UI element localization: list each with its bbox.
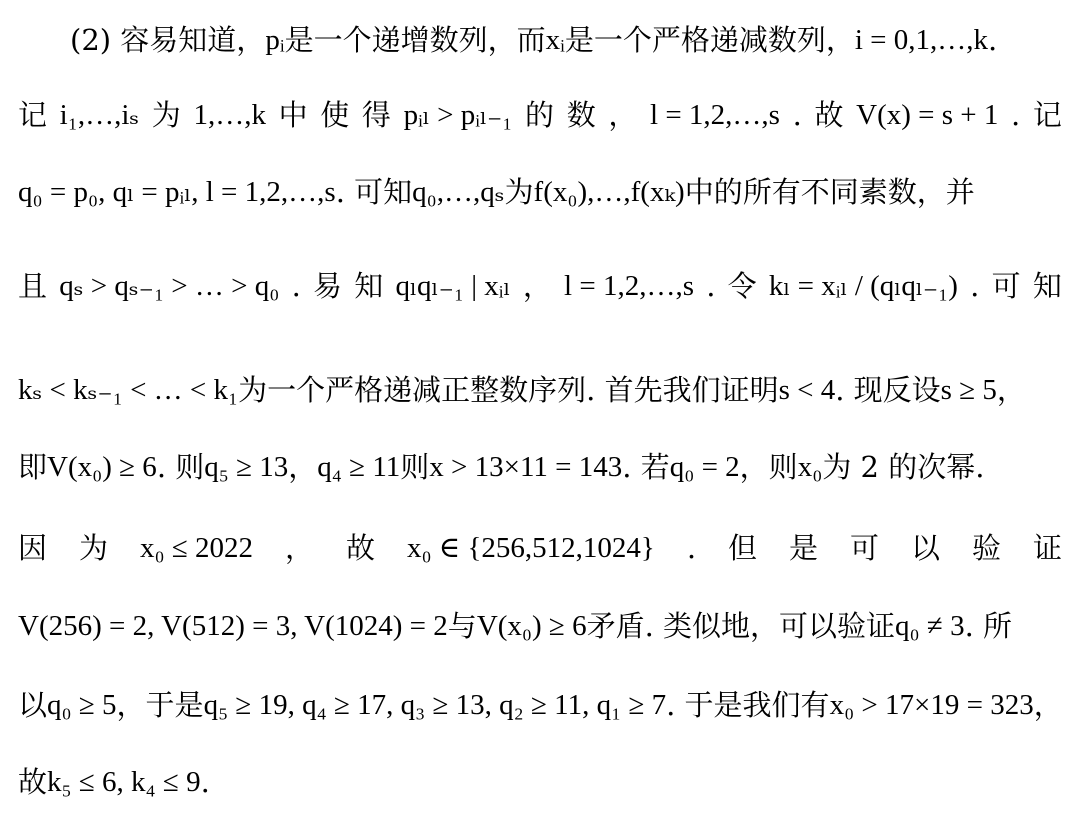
line-9-math-3: x₀ > 17×19 = 323: [829, 688, 1034, 721]
line-4-text-1: 且: [18, 268, 48, 303]
line-1-text-1: (2) 容易知道，: [70, 22, 266, 57]
line-2-text-7: 数: [566, 97, 596, 132]
line-6-math-5: q₀ = 2: [669, 450, 740, 483]
line-2-math-1: i₁,…,iₛ: [59, 98, 140, 131]
line-2-text-1: 记: [18, 97, 48, 132]
line-10-text-1: 故: [18, 764, 48, 799]
line-7-text-1: 因: [18, 530, 48, 565]
line-1-text-4: .: [988, 22, 998, 57]
text-line-2: [18, 89, 1062, 141]
line-8-math-2: V(x₀) ≥ 6: [476, 609, 587, 642]
line-2-text-9: .: [792, 97, 802, 132]
line-1-text-2: 是一个递增数列，而: [284, 22, 546, 57]
line-4-text-2: .: [291, 268, 301, 303]
line-2-text-11: .: [1011, 97, 1021, 132]
line-1-math-2: xᵢ: [545, 23, 565, 56]
line-4-math-3: l = 1,2,…,s: [564, 269, 694, 302]
text-line-7: [18, 522, 1062, 574]
line-6-text-7: 为 2 的次幂.: [822, 449, 985, 484]
text-line-3: [18, 166, 1062, 218]
line-7-math-1: x₀ ≤ 2022: [139, 531, 253, 564]
line-5-math-3: s ≥ 5: [940, 373, 997, 406]
line-7-text-8: 可: [849, 530, 879, 565]
line-2-text-8: ，: [608, 97, 638, 132]
line-7-text-6: 但: [728, 530, 758, 565]
line-1-math-3: i = 0,1,…,k: [854, 23, 989, 56]
line-2-text-3: 中: [278, 97, 308, 132]
line-9-text-2: ，于是: [116, 687, 204, 722]
text-line-10: [18, 756, 1062, 808]
line-7-text-2: 为: [78, 530, 108, 565]
line-5-math-1: kₛ < kₛ₋₁ < … < k₁: [18, 373, 239, 406]
line-4-text-9: 可: [991, 268, 1021, 303]
line-7-text-4: 故: [345, 530, 375, 565]
line-4-text-8: .: [970, 268, 980, 303]
line-2-math-2: 1,…,k: [193, 98, 266, 131]
line-2-math-5: V(x) = s + 1: [856, 98, 999, 131]
text-line-4: [18, 260, 1062, 312]
line-6-text-6: ，则: [739, 449, 798, 484]
line-5-text-1: 为一个严格递减正整数序列. 首先我们证明: [238, 372, 779, 407]
line-5-text-2: . 现反设: [835, 372, 941, 407]
line-6-math-2: q₅ ≥ 13: [204, 450, 289, 483]
line-6-text-4: 则: [400, 449, 430, 484]
line-7-math-2: x₀ ∈ {256,512,1024}: [406, 531, 655, 564]
line-7-text-11: 证: [1032, 530, 1062, 565]
line-4-text-10: 知: [1032, 268, 1062, 303]
line-2-text-12: 记: [1032, 97, 1062, 132]
line-7-text-9: 以: [910, 530, 940, 565]
line-9-math-2: q₅ ≥ 19, q₄ ≥ 17, q₃ ≥ 13, q₂ ≥ 11, q₁ ≥ 7: [203, 688, 667, 721]
line-2-math-4: l = 1,2,…,s: [650, 98, 780, 131]
line-2-text-4: 使: [320, 97, 350, 132]
line-2-text-6: 的: [525, 97, 555, 132]
line-2-math-3: pᵢₗ > pᵢₗ₋₁: [403, 98, 513, 131]
line-4-math-1: qₛ > qₛ₋₁ > … > q₀: [59, 269, 280, 302]
text-line-1: [70, 14, 1062, 66]
line-4-text-4: 知: [354, 268, 384, 303]
line-4-math-4: kₗ = xᵢₗ / (qₗqₗ₋₁): [768, 269, 958, 302]
line-6-math-4: x > 13×11 = 143: [429, 450, 623, 483]
line-8-text-3: . 所: [964, 608, 1013, 643]
line-2-text-5: 得: [361, 97, 391, 132]
line-3-math-2: q₀,…,qₛ: [412, 175, 505, 208]
line-5-text-3: ，: [996, 372, 1026, 407]
line-1-math-1: pᵢ: [265, 23, 285, 56]
line-2-text-2: 为: [151, 97, 181, 132]
line-8-math-3: q₀ ≠ 3: [895, 609, 965, 642]
line-9-text-4: ，: [1033, 687, 1063, 722]
line-4-text-6: .: [706, 268, 716, 303]
line-4-math-2: qₗqₗ₋₁ | xᵢₗ: [395, 269, 511, 302]
text-line-5: [18, 364, 1062, 416]
line-8-text-2: 矛盾. 类似地，可以验证: [586, 608, 896, 643]
line-10-text-2: .: [200, 764, 210, 799]
line-4-text-3: 易: [313, 268, 343, 303]
line-6-math-6: x₀: [797, 450, 823, 483]
line-3-text-1: . 可知: [335, 174, 413, 209]
line-5-math-2: s < 4: [778, 373, 836, 406]
line-9-math-1: q₀ ≥ 5: [47, 688, 117, 721]
text-line-6: [18, 441, 1062, 493]
line-2-text-10: 故: [814, 97, 844, 132]
line-8-math-1: V(256) = 2, V(512) = 3, V(1024) = 2: [18, 609, 448, 642]
line-7-text-5: .: [686, 530, 697, 565]
line-3-math-3: f(x₀),…,f(xₖ): [533, 175, 685, 208]
line-7-text-10: 验: [971, 530, 1001, 565]
line-6-text-1: 即: [18, 449, 48, 484]
line-8-text-1: 与: [447, 608, 477, 643]
line-6-text-3: ，: [288, 449, 318, 484]
line-4-text-5: ，: [522, 268, 552, 303]
line-3-text-3: 中的所有不同素数，并: [684, 174, 975, 209]
line-6-text-5: . 若: [622, 449, 670, 484]
line-9-text-1: 以: [18, 687, 48, 722]
line-3-text-2: 为: [504, 174, 534, 209]
line-4-text-7: 令: [727, 268, 757, 303]
line-9-text-3: . 于是我们有: [666, 687, 830, 722]
text-line-8: [18, 600, 1062, 652]
line-7-text-3: ，: [284, 530, 314, 565]
line-7-text-7: 是: [789, 530, 819, 565]
line-1-text-3: 是一个严格递减数列，: [564, 22, 855, 57]
line-6-math-1: V(x₀) ≥ 6: [47, 450, 157, 483]
line-3-math-1: q₀ = p₀, qₗ = pᵢₗ, l = 1,2,…,s: [18, 175, 336, 208]
line-10-math-1: k₅ ≤ 6, k₄ ≤ 9: [47, 765, 201, 798]
line-6-text-2: . 则: [156, 449, 205, 484]
text-line-9: [18, 679, 1062, 731]
line-6-math-3: q₄ ≥ 11: [317, 450, 401, 483]
